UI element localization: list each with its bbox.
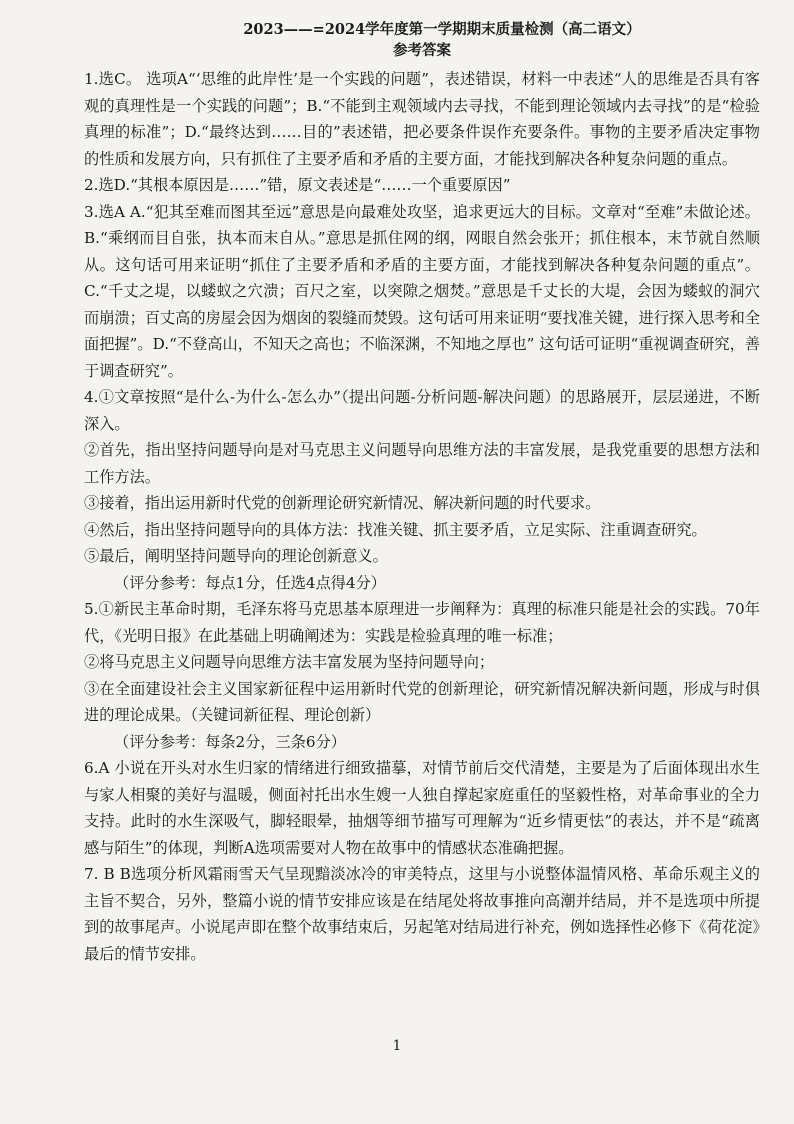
answer-2: 2.选D.“其根本原因是……”错，原文表述是“……一个重要原因” — [84, 176, 511, 194]
answer-5-point-3: ③在全面建设社会主义国家新征程中运用新时代党的创新理论，研究新情况解决新问题，形成与时俱进的理论成果。（关键词新征程、理论创新） — [84, 679, 760, 724]
answer-4-point-4: ④然后，指出坚持问题导向的具体方法：找准关键、抓主要矛盾，立足实际、注重调查研究。 — [84, 520, 707, 539]
page-number: 1 — [392, 1038, 402, 1054]
scoring-note-5: （评分参考：每条2分，三条6分） — [114, 732, 346, 751]
page-subtitle: 参考答案 — [393, 42, 451, 59]
answer-6: 6.A 小说在开头对水生归家的情绪进行细致描摹，对情节前后交代清楚，主要是为了后面体现出水生与家人相聚的美好与温暖，侧面衬托出水生嫂一人独自撑起家庭重任的坚毅性格，对革命事业的全力支持。此时的水生深吸气，脚轻眼晕，抽烟等细节描写可理解为“近乡情更怯”的表达，并不是“疏离感与陌生”的体现，判断A选项需要对人物在故事中的情感状态准确把握。 — [84, 759, 760, 857]
answer-3: 3.选A A.“犯其至难而图其至远”意思是向最难处攻坚，追求更远大的目标。文章对“至难”未做论述。B.“乘纲而目自张，执本而末自从。”意思是抓住网的纲，网眼自然会张开；抓住根本，末节就自然顺从。这句话可用来证明“抓住了主要矛盾和矛盾的主要方面，才能找到解决各种复杂问题的重点”。C.“千丈之堤，以蝼蚁之穴溃；百尺之室，以突隙之烟焚。”意思是千丈长的大堤，会因为蝼蚁的洞穴而崩溃；百丈高的房屋会因为烟囱的裂缝而焚毁。这句话可用来证明“要找准关键，进行探入思考和全面把握”。D.“不登高山，不知天之高也；不临深渊，不知地之厚也” 这句话可证明“重视调查研究，善于调查研究”。 — [84, 202, 761, 380]
answer-4-point-2: ②首先，指出坚持问题导向是对马克思主义问题导向思维方法的丰富发展，是我党重要的思想方法和工作方法。 — [84, 441, 760, 486]
answer-1: 1.选C。 选项A“‘思维的此岸性’是一个实践的问题”，表述错误，材料一中表述“人的思维是否具有客观的真理性是一个实践的问题”；B.“不能到主观领域内去寻找，不能到理论领域内去寻找”的是“检验真理的标准”；D.“最终达到……目的”表述错，把必要条件误作充要条件。事物的主要矛盾决定事物的性质和发展方向，只有抓住了主要矛盾和矛盾的主要方面，才能找到解决各种复杂问题的重点。 — [84, 70, 760, 168]
answer-5-point-1: 5.①新民主革命时期，毛泽东将马克思基本原理进一步阐释为：真理的标准只能是社会的实践。70年代，《光明日报》在此基础上明确阐述为：实践是检验真理的唯一标准； — [84, 600, 760, 645]
answer-4-point-5: ⑤最后，阐明坚持问题导向的理论创新意义。 — [84, 547, 388, 565]
page-title: 2023——=2024学年度第一学期期末质量检测（高二语文） — [243, 21, 641, 38]
answer-5-point-2: ②将马克思主义问题导向思维方法丰富发展为坚持问题导向； — [84, 653, 495, 671]
answer-4-intro: 4.①文章按照“是什么-为什么-怎么办”（提出问题-分析问题-解决问题）的思路展开，层层递进，不断深入。 — [84, 388, 760, 433]
answer-7: 7. B B选项分析风霜雨雪天气呈现黯淡冰冷的审美特点，这里与小说整体温情风格、革命乐观主义的主旨不契合，另外，整篇小说的情节安排应该是在结尾处将故事推向高潮并结局，并不是选项中所提到的故事尾声。小说尾声即在整个故事结束后，另起笔对结局进行补充，例如选择性必修下《荷花淀》最后的情节安排。 — [84, 865, 760, 963]
answer-4-point-3: ③接着，指出运用新时代党的创新理论研究新情况、解决新问题的时代要求。 — [84, 494, 601, 512]
answer-body — [84, 66, 760, 967]
scoring-note-4: （评分参考：每点1分，任选4点得4分） — [114, 573, 386, 592]
